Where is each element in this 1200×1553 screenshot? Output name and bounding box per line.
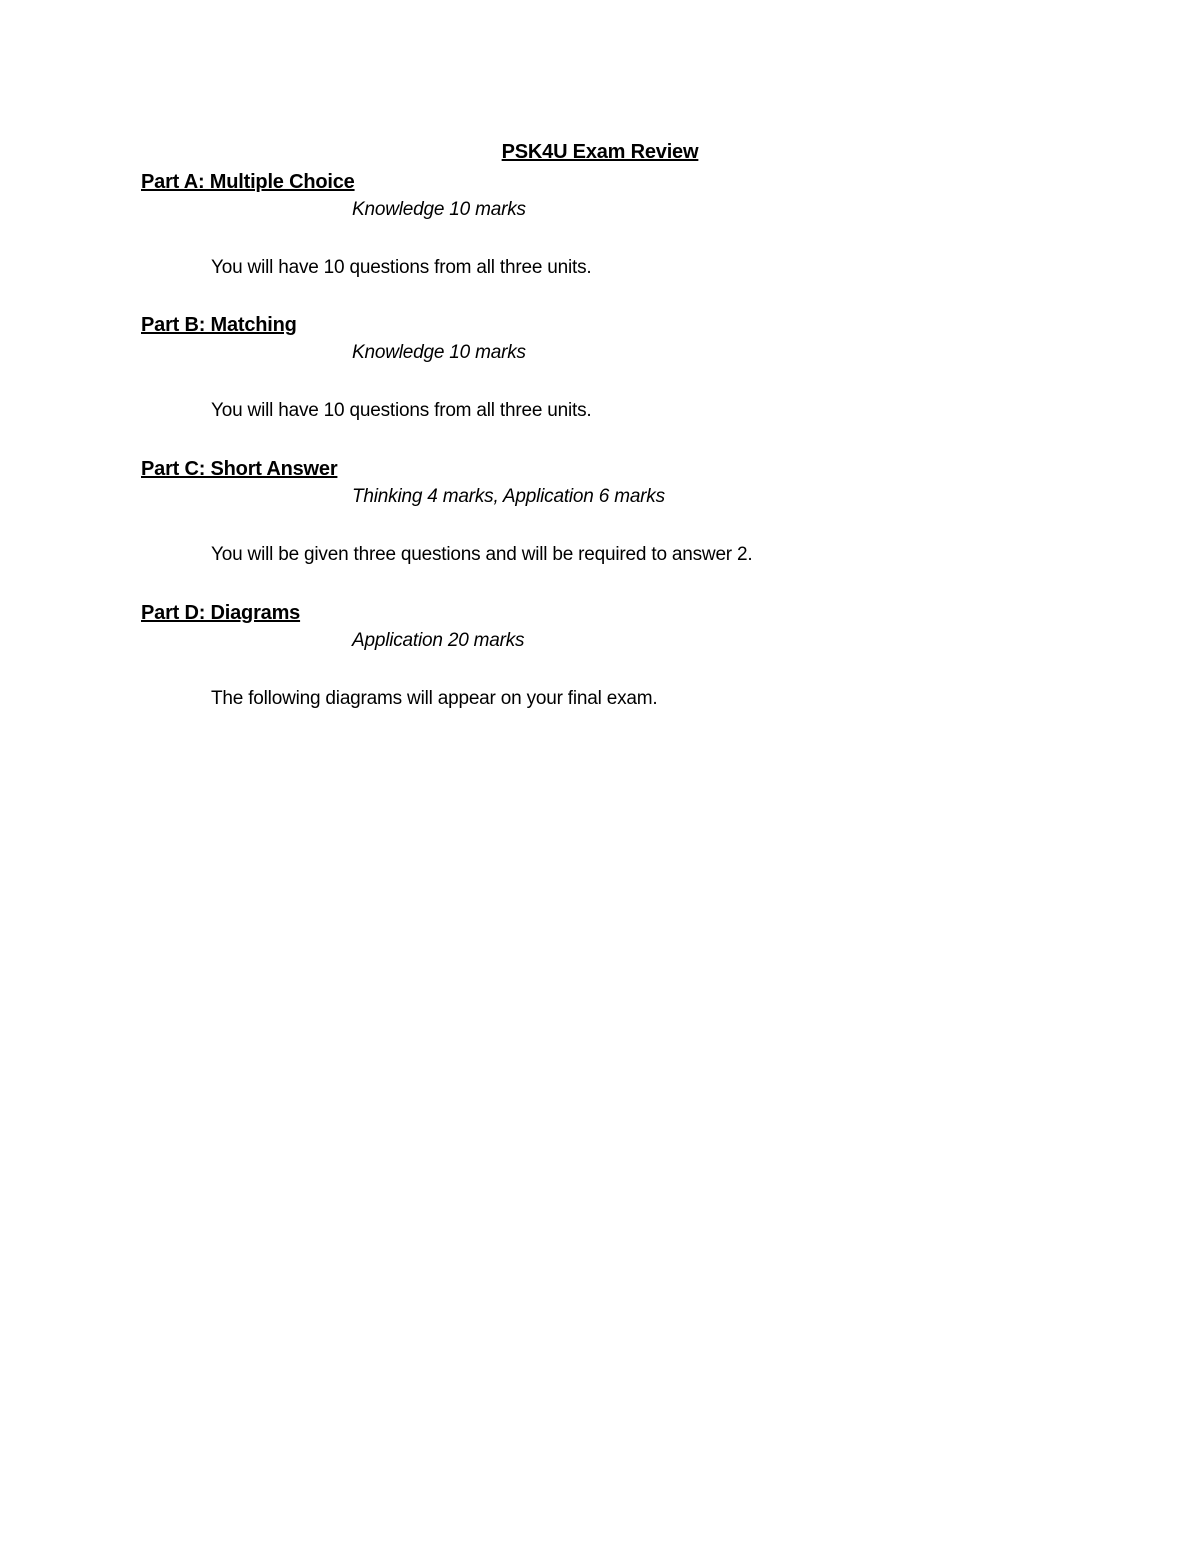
section-description: You will be given three questions and will be required to answer 2. bbox=[211, 544, 753, 565]
section-description: The following diagrams will appear on your final exam. bbox=[211, 688, 658, 709]
section-heading: Part D: Diagrams bbox=[141, 602, 301, 624]
section-marks: Knowledge 10 marks bbox=[352, 342, 526, 363]
section-marks: Thinking 4 marks, Application 6 marks bbox=[352, 486, 665, 507]
section-heading: Part B: Matching bbox=[141, 314, 297, 336]
section-marks: Knowledge 10 marks bbox=[352, 199, 526, 220]
section-description: You will have 10 questions from all three units. bbox=[211, 257, 592, 278]
page-title: PSK4U Exam Review bbox=[501, 141, 699, 163]
section-heading: Part A: Multiple Choice bbox=[141, 171, 355, 193]
section-marks: Application 20 marks bbox=[352, 630, 525, 651]
section-heading: Part C: Short Answer bbox=[141, 458, 338, 480]
section-description: You will have 10 questions from all three units. bbox=[211, 400, 592, 421]
